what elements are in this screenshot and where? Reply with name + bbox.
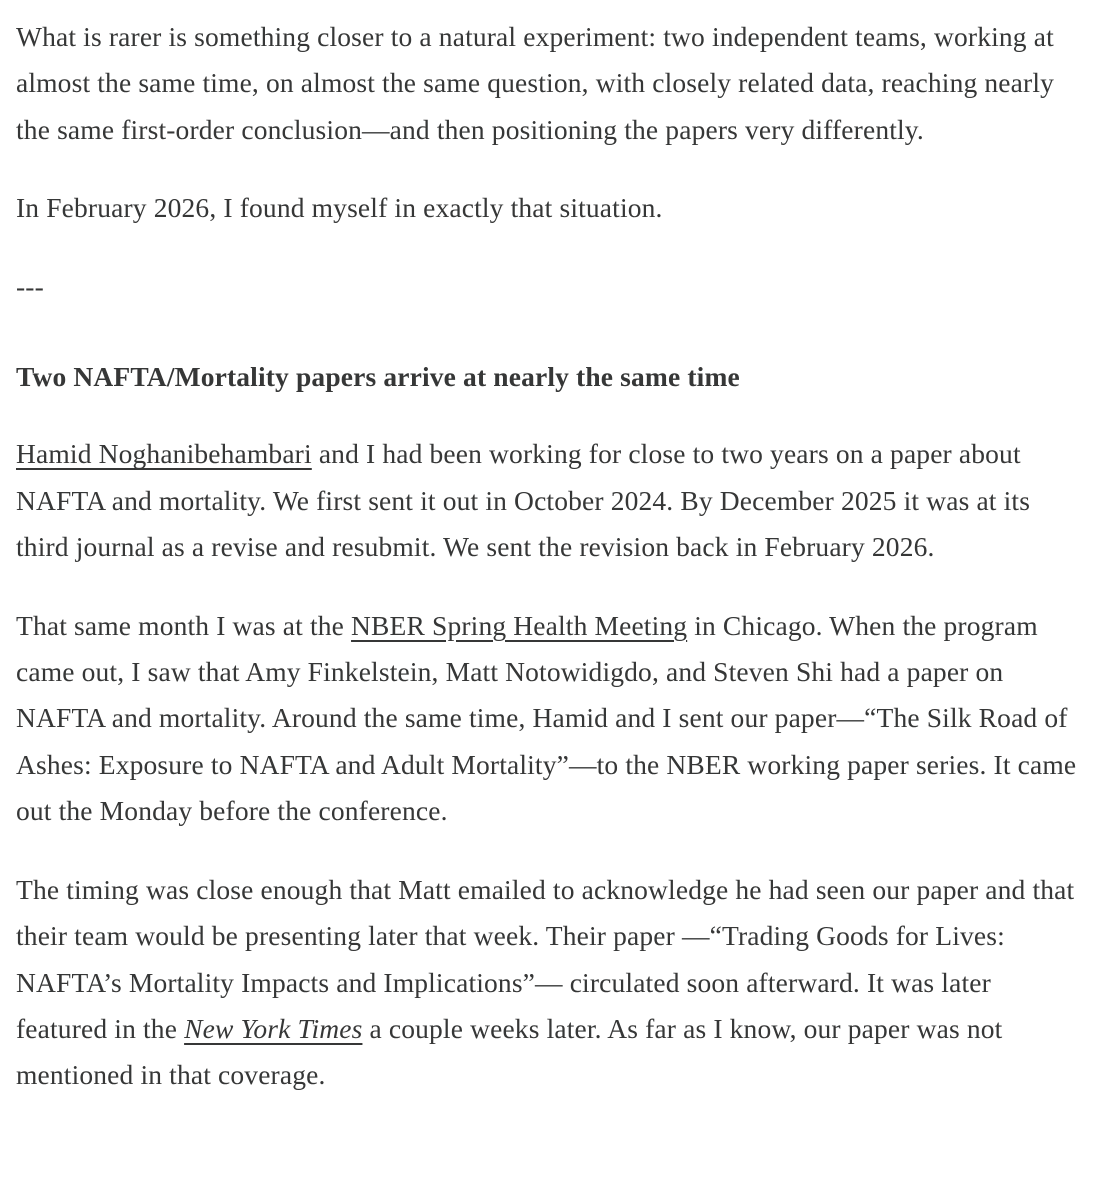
paragraph-text-before: That same month I was at the [16, 609, 352, 641]
section-divider [16, 264, 1080, 310]
paragraph-text: and I had been working for close to two years on a paper about NAFTA and mortality. We first sent it out in October 2024. By December 2025 it was at its third journal as a revise and resubmit. We sent the revision back in February 2026. [16, 438, 1031, 563]
author-link-hamid[interactable]: Hamid Noghanibehambari [16, 438, 312, 470]
paragraph-text: In February 2026, I found myself in exactly that situation. [16, 192, 663, 224]
paragraph-timing [16, 867, 1080, 1099]
article-body [16, 14, 1080, 1131]
paragraph-text: What is rarer is something closer to a natural experiment: two independent teams, working at almost the same time, on almost the same question, with closely related data, reaching nearly the same first-order conclusion—and then positioning the papers very differently. [16, 21, 1055, 145]
section-heading [16, 354, 1080, 400]
divider-text: --- [16, 270, 44, 302]
nyt-link[interactable]: New York Times [184, 1012, 363, 1044]
paragraph-text-before: The timing was close enough that Matt emailed to acknowledge he had seen our paper and that their team would be presenting later that week. Their paper —“Trading Goods for Lives: NAFTA’s Mortality Impacts and Implications”— circulated soon afterward. It was later featured in the [16, 873, 1075, 1044]
paragraph-february-2026 [16, 185, 1080, 231]
paragraph-working-paper [16, 431, 1080, 570]
paragraph-nber-meeting [16, 603, 1080, 835]
heading-text: Two NAFTA/Mortality papers arrive at nearly the same time [16, 361, 740, 393]
paragraph-text-after: in Chicago. When the program came out, I saw that Amy Finkelstein, Matt Notowidigdo, and Steven Shi had a paper on NAFTA and mortality. Around the same time, Hamid and I sent our paper—“The Silk Road of Ashes: Exposure to NAFTA and Adult Mortality”—to the NBER working paper series. It came out the Monday before the conference. [16, 609, 1077, 827]
nber-meeting-link[interactable]: NBER Spring Health Meeting [351, 609, 688, 641]
paragraph-text-after: a couple weeks later. As far as I know, our paper was not mentioned in that coverage. [16, 1012, 1003, 1091]
paragraph-natural-experiment [16, 14, 1080, 153]
